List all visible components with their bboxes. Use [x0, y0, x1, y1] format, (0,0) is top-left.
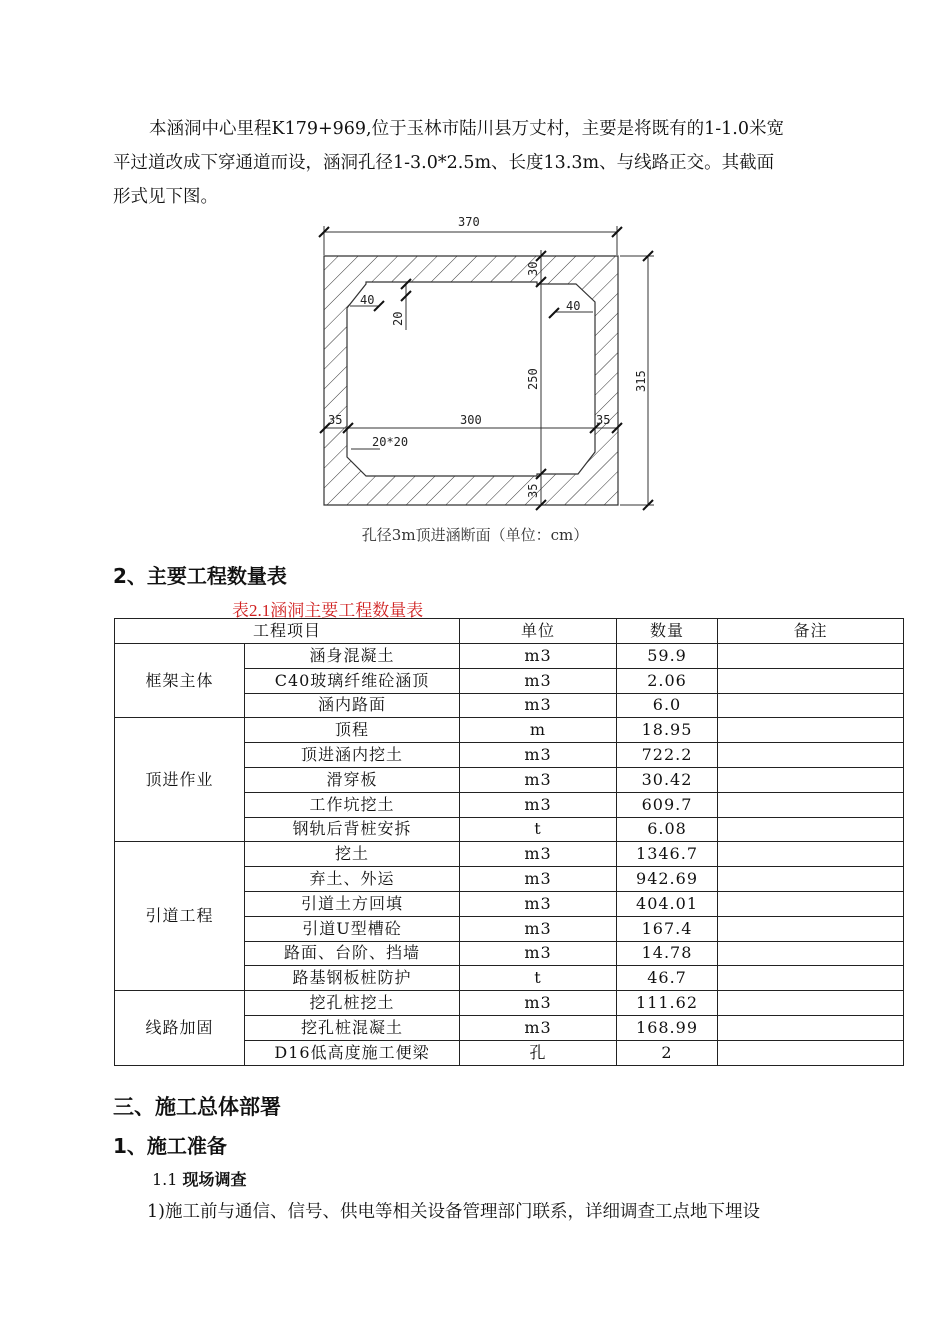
table-row: [115, 644, 904, 669]
table-header-cell: 备注: [718, 619, 904, 644]
table-cell-note: [718, 991, 904, 1016]
table-cell-note: [718, 966, 904, 991]
table-cell-qty: 2.06: [617, 668, 718, 693]
table-cell-note: [718, 1015, 904, 1040]
table-cell-qty: 404.01: [617, 891, 718, 916]
dim-inner-height-label: 250: [526, 368, 540, 390]
table-cell-item: 挖土: [245, 842, 460, 867]
paragraph-1: 1)施工前与通信、信号、供电等相关设备管理部门联系，详细调查工点地下埋设: [147, 1202, 760, 1222]
dim-left-wall-label: 35: [328, 413, 343, 427]
table-cell-qty: 46.7: [617, 966, 718, 991]
dim-top-slab-label: 30: [526, 261, 540, 276]
table-cell-qty: 168.99: [617, 1015, 718, 1040]
table-cell-note: [718, 842, 904, 867]
table-cell-item: 引道土方回填: [245, 891, 460, 916]
table-cell-qty: 942.69: [617, 867, 718, 892]
dim-bottom-slab-label: 35: [526, 483, 540, 498]
table-cell-item: 路面、台阶、挡墙: [245, 941, 460, 966]
table-cell-qty: 2: [617, 1040, 718, 1065]
table-cell-qty: 6.0: [617, 693, 718, 718]
table-cell-unit: m3: [460, 867, 617, 892]
table-cell-qty: 6.08: [617, 817, 718, 842]
table-cell-unit: m3: [460, 792, 617, 817]
table-row: [115, 842, 904, 867]
intro-line-3: 形式见下图。: [113, 187, 218, 207]
dimension-total-width: [319, 215, 622, 255]
intro-line-2: 平过道改成下穿通道而设，涵洞孔径1-3.0*2.5m、长度13.3m、与线路正交。其截面: [113, 153, 775, 173]
table-cell-item: 顶程: [245, 718, 460, 743]
table-cell-unit: m3: [460, 991, 617, 1016]
table-cell-item: 滑穿板: [245, 767, 460, 792]
table-cell-item: 顶进涵内挖土: [245, 743, 460, 768]
table-cell-item: 工作坑挖土: [245, 792, 460, 817]
table-cell-item: 挖孔桩混凝土: [245, 1015, 460, 1040]
table-cell-item: 涵身混凝土: [245, 644, 460, 669]
table-cell-item: C40玻璃纤维砼涵顶: [245, 668, 460, 693]
table-cell-item: 路基钢板桩防护: [245, 966, 460, 991]
table-cell-note: [718, 693, 904, 718]
table-group-cell: 框架主体: [115, 644, 245, 718]
table-cell-item: 弃土、外运: [245, 867, 460, 892]
dim-haunch-height-label: 20: [391, 311, 405, 326]
subsection-title: 现场调查: [182, 1170, 247, 1189]
dimension-haunch-right: [549, 299, 593, 318]
table-cell-note: [718, 891, 904, 916]
table-cell-unit: m3: [460, 693, 617, 718]
table-cell-unit: t: [460, 966, 617, 991]
table-cell-qty: 18.95: [617, 718, 718, 743]
dim-haunch-right-label: 40: [566, 299, 581, 313]
table-cell-qty: 167.4: [617, 916, 718, 941]
table-cell-unit: m3: [460, 743, 617, 768]
table-cell-note: [718, 867, 904, 892]
table-row: [115, 718, 904, 743]
dim-inner-width-label: 300: [460, 413, 482, 427]
dim-haunch-left-label: 40: [360, 293, 375, 307]
table-cell-qty: 30.42: [617, 767, 718, 792]
figure-caption: 孔径3m顶进涵断面（单位：cm）: [361, 526, 589, 544]
table-cell-item: D16低高度施工便梁: [245, 1040, 460, 1065]
table-cell-item: 引道U型槽砼: [245, 916, 460, 941]
table-group-cell: 线路加固: [115, 991, 245, 1065]
section-3-1-heading: 1、施工准备: [113, 1134, 227, 1158]
quantity-table: [114, 618, 904, 1066]
subsection-number: 1.1: [152, 1170, 178, 1189]
table-cell-item: 涵内路面: [245, 693, 460, 718]
table-cell-unit: m3: [460, 1015, 617, 1040]
intro-line-1: 本涵洞中心里程K179+969,位于玉林市陆川县万丈村，主要是将既有的1-1.0米宽: [149, 119, 784, 139]
table-cell-qty: 1346.7: [617, 842, 718, 867]
table-cell-note: [718, 644, 904, 669]
table-cell-qty: 59.9: [617, 644, 718, 669]
table-header-cell: 单位: [460, 619, 617, 644]
table-cell-note: [718, 817, 904, 842]
table-caption: 表2.1涵洞主要工程数量表: [232, 601, 424, 620]
section-3-heading: 三、施工总体部署: [113, 1095, 281, 1119]
dim-width-label: 370: [458, 215, 480, 229]
table-row: [115, 991, 904, 1016]
table-cell-note: [718, 668, 904, 693]
table-group-cell: 引道工程: [115, 842, 245, 991]
culvert-section-figure: [0, 0, 950, 520]
table-cell-qty: 111.62: [617, 991, 718, 1016]
table-cell-unit: m3: [460, 668, 617, 693]
table-cell-unit: m3: [460, 644, 617, 669]
table-cell-note: [718, 916, 904, 941]
table-cell-unit: m: [460, 718, 617, 743]
table-cell-note: [718, 718, 904, 743]
table-cell-qty: 609.7: [617, 792, 718, 817]
table-cell-unit: m3: [460, 916, 617, 941]
dim-height-label: 315: [634, 370, 648, 392]
table-header-row: [115, 619, 904, 644]
table-cell-note: [718, 792, 904, 817]
table-cell-note: [718, 743, 904, 768]
table-cell-note: [718, 767, 904, 792]
dimension-bottom-haunch: [351, 435, 408, 449]
table-header-cell: 工程项目: [115, 619, 460, 644]
table-cell-item: 挖孔桩挖土: [245, 991, 460, 1016]
dim-bottom-haunch-label: 20*20: [372, 435, 409, 449]
subsection-1-1: [152, 1167, 247, 1190]
dimension-inner-height: [526, 250, 546, 510]
table-cell-unit: 孔: [460, 1040, 617, 1065]
table-cell-unit: m3: [460, 941, 617, 966]
table-cell-unit: m3: [460, 842, 617, 867]
section-2-heading: 2、主要工程数量表: [113, 564, 287, 588]
table-group-cell: 顶进作业: [115, 718, 245, 842]
dimension-inner-width: [320, 413, 622, 433]
dimension-total-height: [620, 251, 654, 510]
table-cell-qty: 722.2: [617, 743, 718, 768]
table-cell-note: [718, 941, 904, 966]
dim-right-wall-label: 35: [596, 413, 611, 427]
table-cell-note: [718, 1040, 904, 1065]
table-cell-unit: t: [460, 817, 617, 842]
table-cell-unit: m3: [460, 891, 617, 916]
table-header-cell: 数量: [617, 619, 718, 644]
table-cell-unit: m3: [460, 767, 617, 792]
table-cell-qty: 14.78: [617, 941, 718, 966]
table-cell-item: 钢轨后背桩安拆: [245, 817, 460, 842]
